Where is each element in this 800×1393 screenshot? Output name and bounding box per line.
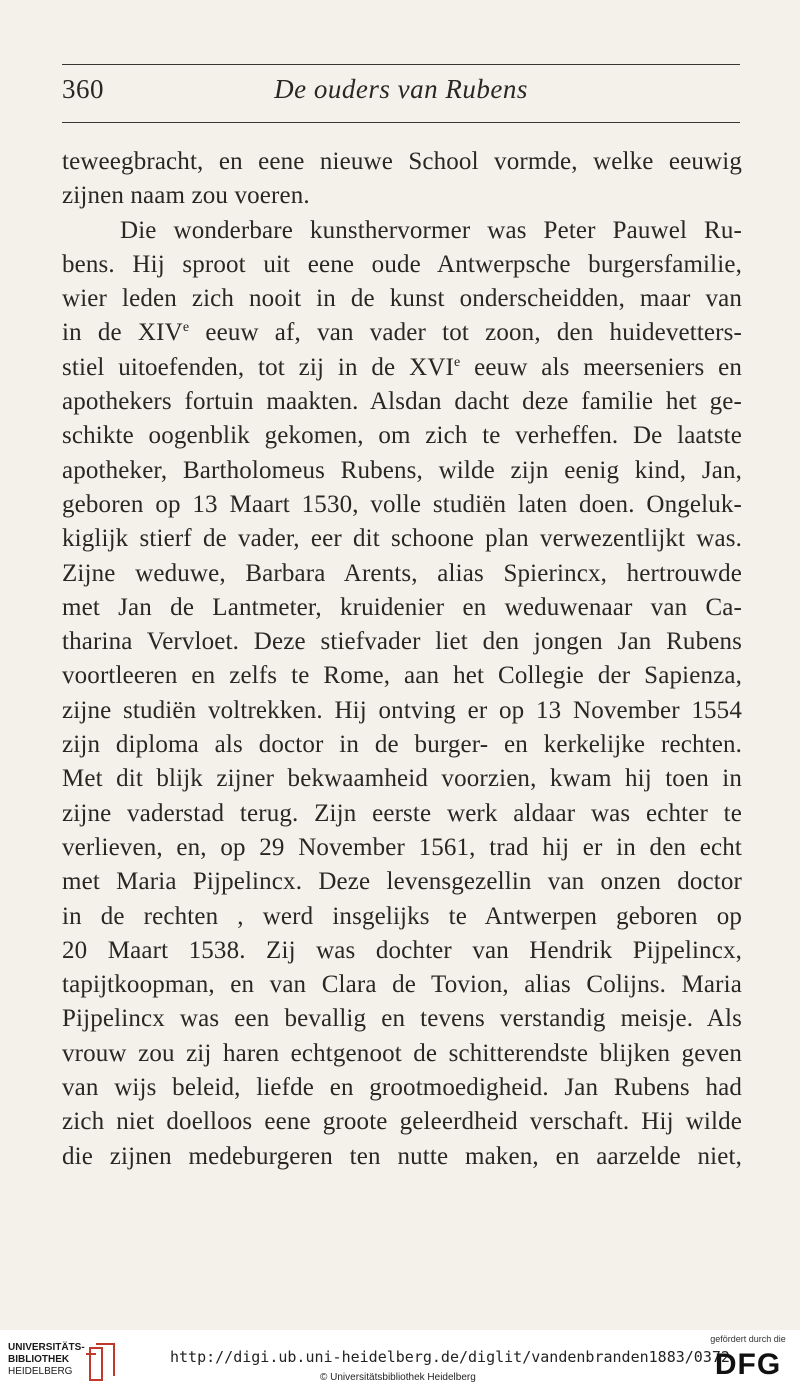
text-line: in de rechten , werd insgelijks te Antwerpen geboren op xyxy=(62,902,742,930)
library-emblem-icon xyxy=(82,1342,122,1384)
text-line: teweegbracht, en eene nieuwe School vormde, welke eeuwig xyxy=(62,148,742,175)
century-marker: in de XIV xyxy=(62,319,183,347)
body-text xyxy=(62,145,742,1174)
text-line: 20 Maart 1538. Zij was dochter van Hendrik Pijpelincx, xyxy=(62,936,742,964)
library-logo[interactable] xyxy=(8,1342,158,1388)
dfg-logo-icon: DFG xyxy=(714,1348,782,1381)
text-line: geboren op 13 Maart 1530, volle studiën laten doen. Ongeluk- xyxy=(62,490,742,518)
text-line: tapijtkoopman, en van Clara de Tovion, alias Colijns. Maria xyxy=(62,971,742,999)
text-line: van wijs beleid, liefde en grootmoedigheid. Jan Rubens had xyxy=(62,1074,742,1102)
text-line: met Maria Pijpelincx. Deze levensgezellin van onzen doctor xyxy=(62,868,742,896)
funder-logo[interactable] xyxy=(700,1334,796,1390)
copyright-notice: © Universitätsbibliothek Heidelberg xyxy=(320,1372,476,1383)
text-fragment: eeuw als meerseniers en xyxy=(474,353,743,381)
page-header xyxy=(62,72,740,112)
superscript-e: e xyxy=(454,354,461,370)
text-line: Met dit blijk zijner bekwaamheid voorzien, kwam hij toen in xyxy=(62,765,742,793)
text-line: die zijnen medeburgeren ten nutte maken, en aarzelde niet, xyxy=(62,1142,742,1170)
text-line: Pijpelincx was een bevallig en tevens verstandig meisje. Als xyxy=(62,1005,742,1033)
text-line: zijnen naam zou voeren. xyxy=(62,182,310,210)
text-line: schikte oogenblik gekomen, om zich te verheffen. De laatste xyxy=(62,422,742,450)
text-line: wier leden zich nooit in de kunst onderscheidden, maar van xyxy=(62,285,742,313)
funding-note: gefördert durch die xyxy=(710,1334,786,1344)
running-title: De ouders van Rubens xyxy=(274,74,528,104)
text-line: apotheker, Bartholomeus Rubens, wilde zijn eenig kind, Jan, xyxy=(62,456,742,484)
text-line xyxy=(62,316,742,350)
library-name-line: BIBLIOTHEK xyxy=(8,1354,70,1365)
page-number: 360 xyxy=(62,74,104,104)
text-fragment: stiel uitoefenden, tot zij in de xyxy=(62,353,396,381)
header-bottom-rule xyxy=(62,122,740,123)
text-line xyxy=(62,351,742,385)
text-line: tharina Vervloet. Deze stiefvader liet den jongen Jan Rubens xyxy=(62,628,742,656)
permalink-url[interactable]: http://digi.ub.uni-heidelberg.de/diglit/vandenbranden1883/0372 xyxy=(170,1348,730,1366)
text-line: zijne studiën voltrekken. Hij ontving er op 13 November 1554 xyxy=(62,696,742,724)
text-line: voortleeren en zelfs te Rome, aan het Collegie der Sapienza, xyxy=(62,662,742,690)
library-name-line: UNIVERSITÄTS- xyxy=(8,1342,85,1353)
library-name-line: HEIDELBERG xyxy=(8,1366,73,1377)
text-line: met Jan de Lantmeter, kruidenier en weduwenaar van Ca- xyxy=(62,593,742,621)
header-top-rule xyxy=(62,64,740,65)
footer-bar xyxy=(0,1330,800,1393)
text-line: zijne vaderstad terug. Zijn eerste werk aldaar was echter te xyxy=(62,799,742,827)
text-fragment: eeuw af, van vader tot zoon, den huidevetters- xyxy=(205,319,743,347)
text-line: Zijne weduwe, Barbara Arents, alias Spierincx, hertrouwde xyxy=(62,559,742,587)
text-line: Die wonderbare kunsthervormer was Peter Pauwel Ru- xyxy=(120,216,742,244)
text-line: apothekers fortuin maakten. Alsdan dacht deze familie het ge- xyxy=(62,388,742,416)
text-line: zijn diploma als doctor in de burger- en kerkelijke rechten. xyxy=(62,731,742,759)
century-marker: XVI xyxy=(409,353,454,381)
library-name xyxy=(8,1342,85,1378)
text-line: kiglijk stierf de vader, eer dit schoone plan verwezentlijkt was. xyxy=(62,525,742,553)
text-line: bens. Hij sproot uit eene oude Antwerpsche burgersfamilie, xyxy=(62,250,742,278)
text-line: vrouw zou zij haren echtgenoot de schitterendste blijken geven xyxy=(62,1039,742,1067)
superscript-e: e xyxy=(182,320,190,336)
text-line: verlieven, en, op 29 November 1561, trad hij er in den echt xyxy=(62,833,742,861)
text-line: zich niet doelloos eene groote geleerdheid verschaft. Hij wilde xyxy=(62,1108,742,1136)
